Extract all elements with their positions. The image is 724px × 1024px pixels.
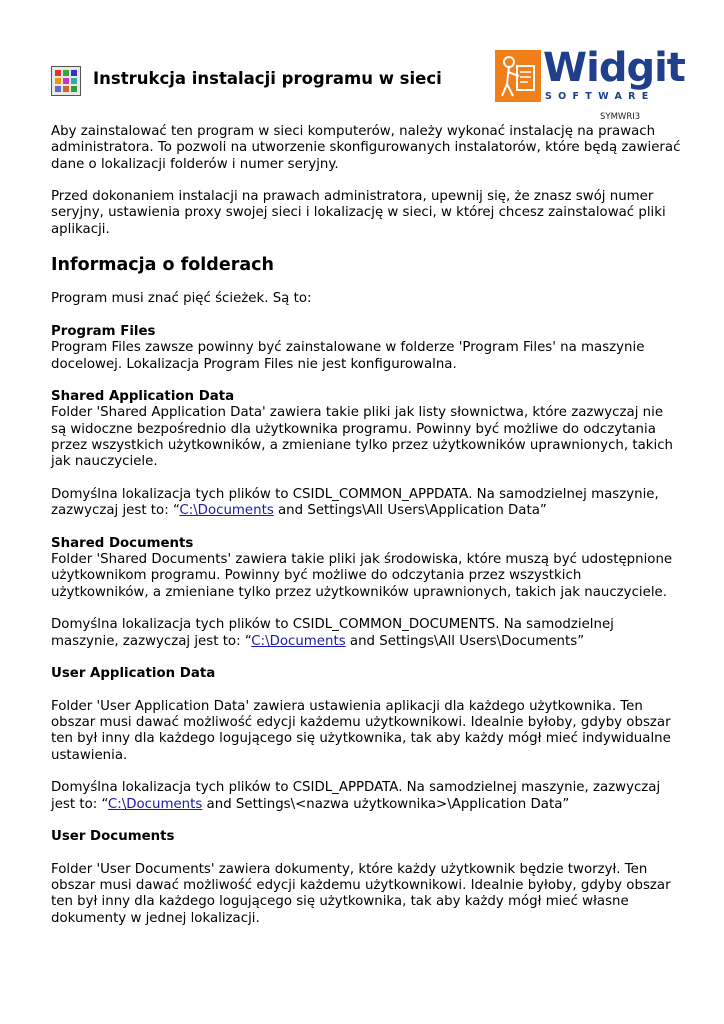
document-title: Instrukcja instalacji programu w sieci [93, 69, 442, 88]
shared-app-title: Shared Application Data [51, 389, 235, 405]
user-app-title: User Application Data [51, 666, 216, 682]
user-docs-title-block [51, 829, 681, 845]
user-app-link[interactable]: C:\Documents [107, 796, 203, 812]
logo-brand: Widgit [543, 45, 685, 91]
shared-docs-link[interactable]: C:\Documents [251, 633, 346, 649]
widgit-logo [495, 45, 685, 106]
shared-docs-default-post: and Settings\All Users\Documents” [345, 633, 585, 649]
shared-app-default [51, 487, 681, 520]
user-app-text: Folder 'User Application Data' zawiera ustawienia aplikacji dla każdego użytkownika. Ten obszar musi dawać możliwość edycji każdemu użytkownikowi. Idealnie byłoby, gdyby obszar ten był inny dla każdego logującego się użytkownika, tak aby każdy mógł mieć indywidualne ustawienia. [51, 698, 671, 763]
user-docs-title: User Documents [51, 829, 175, 845]
document-header [51, 66, 471, 100]
shared-docs-title: Shared Documents [51, 535, 194, 551]
user-docs-text: Folder 'User Documents' zawiera dokumenty, które każdy użytkownik będzie tworzył. Ten obszar musi dawać możliwość edycji każdemu użytkownikowi. Idealnie byłoby, gdyby obszar ten był inny dla każdego logującego się użytkownika, tak aby każdy mógł mieć własne dokumenty w jednej lokalizacji. [51, 861, 671, 926]
shared-docs-default-pre: Domyślna lokalizacja tych plików to CSIDL_COMMON_DOCUMENTS. Na samodzielnej maszynie, zazwyczaj jest to: “ [51, 617, 614, 649]
shared-docs-block [51, 536, 681, 601]
logo-subtitle: SOFTWARE [545, 91, 655, 102]
document-code: SYMWRI3 [600, 112, 641, 122]
logo-figure-icon [495, 50, 541, 102]
shared-app-link[interactable]: C:\Documents [179, 503, 274, 519]
shared-app-default-pre: Domyślna lokalizacja tych plików to CSIDL_COMMON_APPDATA. Na samodzielnej maszynie, zazwyczaj jest to: “ [51, 486, 659, 519]
user-app-default-pre: Domyślna lokalizacja tych plików to CSIDL_APPDATA. Na samodzielnej maszynie, zazwyczaj jest to: “ [51, 780, 661, 812]
intro-paragraph-2: Przed dokonaniem instalacji na prawach administratora, upewnij się, że znasz swój numer seryjny, ustawienia proxy swojej sieci i lokalizację w sieci, w której chcesz zainstalować pliki aplikacji. [51, 189, 666, 237]
program-files-title: Program Files [51, 323, 156, 339]
shared-docs-default [51, 617, 681, 650]
intro-paragraph-1: Aby zainstalować ten program w sieci komputerów, należy wykonać instalację na prawach administratora. To pozwoli na utworzenie skonfigurowanych instalatorów, które będą zawierać dane o lokalizacji folderów i numer seryjny. [51, 124, 681, 172]
shared-app-block [51, 389, 681, 470]
shared-app-text: Folder 'Shared Application Data' zawiera takie pliki jak listy słownictwa, które zazwyczaj nie są widoczne bezpośrednio dla użytkownika programu. Powinny być możliwe do odczytania przez wszystkich użytkowników, a zmieniane tylko przez użytkowników uprawnionych, takich jak nauczyciele. [51, 405, 673, 470]
symbol-grid-icon [51, 66, 81, 96]
user-app-title-block [51, 666, 681, 682]
section-lead: Program musi znać pięć ścieżek. Są to: [51, 291, 312, 307]
user-app-default-post: and Settings\<nazwa użytkownika>\Application Data” [202, 796, 570, 812]
program-files-text: Program Files zawsze powinny być zainstalowane w folderze 'Program Files' na maszynie docelowej. Lokalizacja Program Files nie jest konfigurowalna. [51, 340, 645, 372]
section-heading: Informacja o folderach [51, 255, 274, 276]
program-files-block [51, 324, 681, 373]
shared-docs-text: Folder 'Shared Documents' zawiera takie pliki jak środowiska, które muszą być udostępnione użytkownikom programu. Powinny być możliwe do odczytania przez wszystkich użytkowników, a zmieniane tylko przez użytkowników uprawnionych, takich jak nauczyciele. [51, 552, 673, 600]
document-body [51, 124, 681, 943]
shared-app-default-post: and Settings\All Users\Application Data” [273, 503, 547, 519]
user-app-default [51, 780, 681, 813]
